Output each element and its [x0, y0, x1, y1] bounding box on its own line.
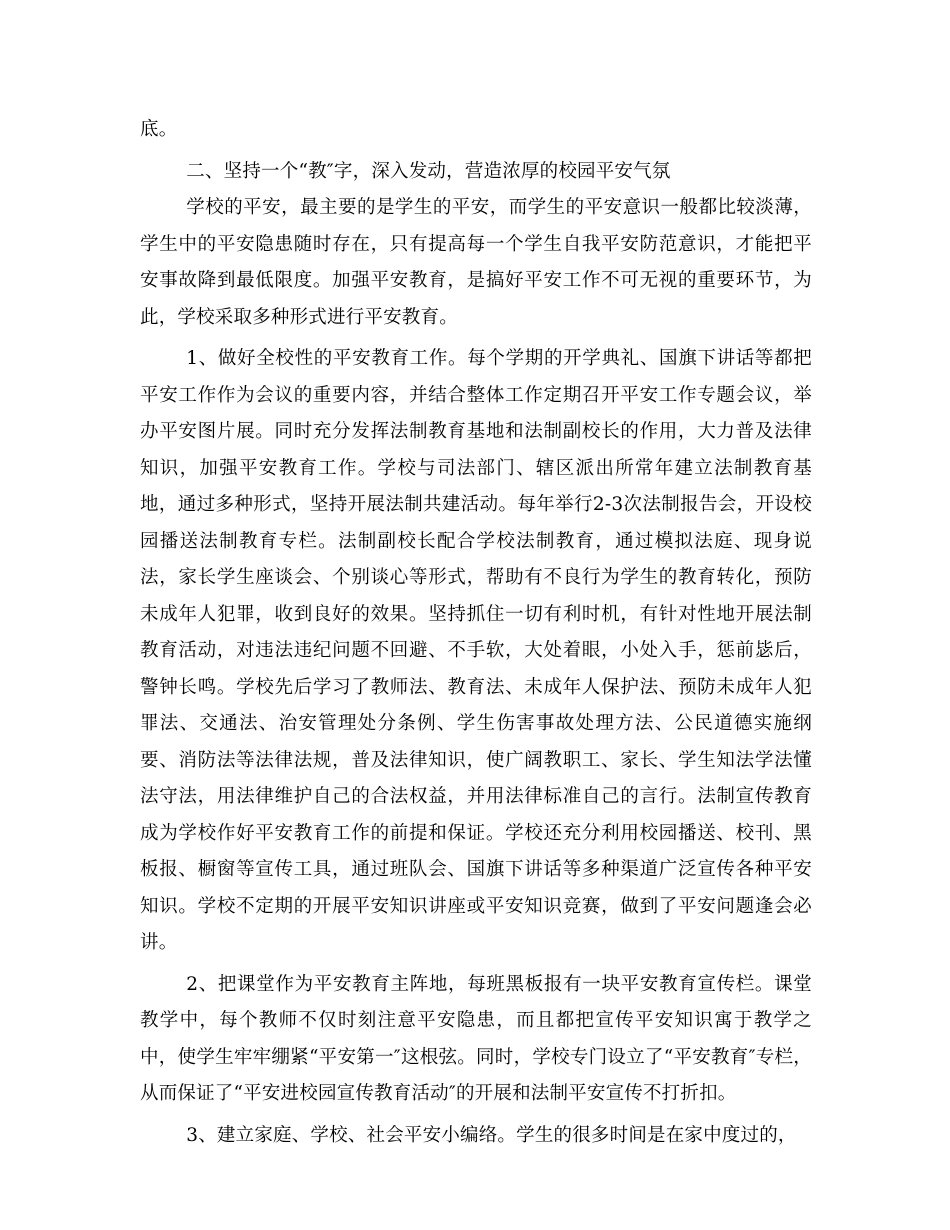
- paragraph-item-1: 1、做好全校性的平安教育工作。每个学期的开学典礼、国旗下讲话等都把平安工作作为会议的重要内容，并结合整体工作定期召开平安工作专题会议，举办平安图片展。同时充分发挥法制教育基地和法制副校长的作用，大力普及法律知识，加强平安教育工作。学校与司法部门、辖区派出所常年建立法制教育基地，通过多种形式，坚持开展法制共建活动。每年举行2-3次法制报告会，开设校园播送法制教育专栏。法制副校长配合学校法制教育，通过模拟法庭、现身说法，家长学生座谈会、个别谈心等形式，帮助有不良行为学生的教育转化，预防未成年人犯罪，收到良好的效果。坚持抓住一切有利时机，有针对性地开展法制教育活动，对违法违纪问题不回避、不手软，大处着眼，小处入手，惩前毖后，警钟长鸣。学校先后学习了教师法、教育法、未成年人保护法、预防未成年人犯罪法、交通法、治安管理处分条例、学生伤害事故处理方法、公民道德实施纲要、消防法等法律法规，普及法律知识，使广阔教职工、家长、学生知法学法懂法守法，用法律维护自己的合法权益，并用法律标准自己的言行。法制宣传教育成为学校作好平安教育工作的前提和保证。学校还充分利用校园播送、校刊、黑板报、橱窗等宣传工具，通过班队会、国旗下讲话等多种渠道广泛宣传各种平安知识。学校不定期的开展平安知识讲座或平安知识竞赛，做到了平安问题逢会必讲。: [140, 348, 812, 953]
- paragraph-safety-awareness: 学校的平安，最主要的是学生的平安，而学生的平安意识一般都比较淡薄，学生中的平安隐患随时存在，只有提高每一个学生自我平安防范意识，才能把平安事故降到最低限度。加强平安教育，是搞好平安工作不可无视的重要环节，为此，学校采取多种形式进行平安教育。: [140, 197, 812, 328]
- paragraph-item-3: 3、建立家庭、学校、社会平安小编络。学生的很多时间是在家中度过的，: [186, 1124, 797, 1146]
- paragraph-continuation: 底。: [140, 119, 178, 140]
- section-heading-2: 二、坚持一个“教″字，深入发动，营造浓厚的校园平安气氛: [186, 160, 671, 182]
- paragraph-item-2: 2、把课堂作为平安教育主阵地，每班黑板报有一块平安教育宣传栏。课堂教学中，每个教师不仅时刻注意平安隐患，而且都把宣传平安知识寓于教学之中，使学生牢牢绷紧“平安第一″这根弦。同时，学校专门设立了“平安教育″专栏，从而保证了“平安进校园宣传教育活动″的开展和法制平安宣传不打折扣。: [140, 973, 812, 1104]
- document-body: [140, 112, 812, 1154]
